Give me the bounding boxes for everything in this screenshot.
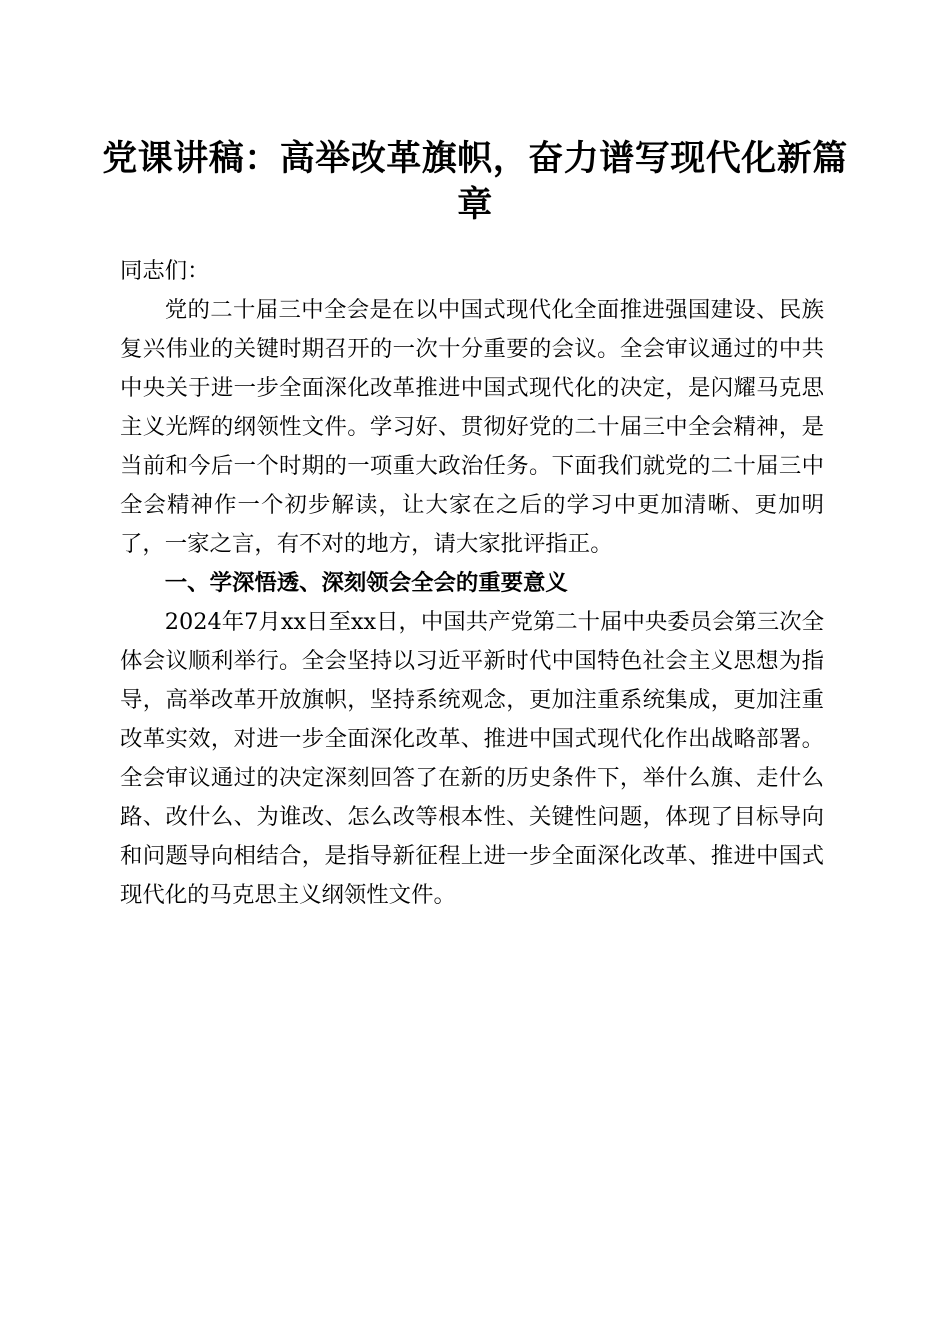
intro-paragraph: 党的二十届三中全会是在以中国式现代化全面推进强国建设、民族复兴伟业的关键时期召开的一次十分重要的会议。全会审议通过的中共中央关于进一步全面深化改革推进中国式现代化的决定，是闪耀马克思主义光辉的纲领性文件。学习好、贯彻好党的二十届三中全会精神，是当前和今后一个时期的一项重大政治任务。下面我们就党的二十届三中全会精神作一个初步解读，让大家在之后的学习中更加清晰、更加明了，一家之言，有不对的地方，请大家批评指正。 (120, 297, 824, 557)
section-heading: 一、学深悟透、深刻领会全会的重要意义 (164, 570, 568, 596)
document-title: 党课讲稿：高举改革旗帜，奋力谱写现代化新篇章 (102, 138, 848, 225)
document-body (120, 252, 824, 915)
salutation: 同志们： (120, 258, 210, 284)
section-paragraph: 2024年7月xx日至xx日，中国共产党第二十届中央委员会第三次全体会议顺利举行。全会坚持以习近平新时代中国特色社会主义思想为指导，高举改革开放旗帜，坚持系统观念，更加注重系统集成，更加注重改革实效，对进一步全面深化改革、推进中国式现代化作出战略部署。全会审议通过的决定深刻回答了在新的历史条件下，举什么旗、走什么路、改什么、为谁改、怎么改等根本性、关键性问题，体现了目标导向和问题导向相结合，是指导新征程上进一步全面深化改革、推进中国式现代化的马克思主义纲领性文件。 (120, 609, 824, 908)
